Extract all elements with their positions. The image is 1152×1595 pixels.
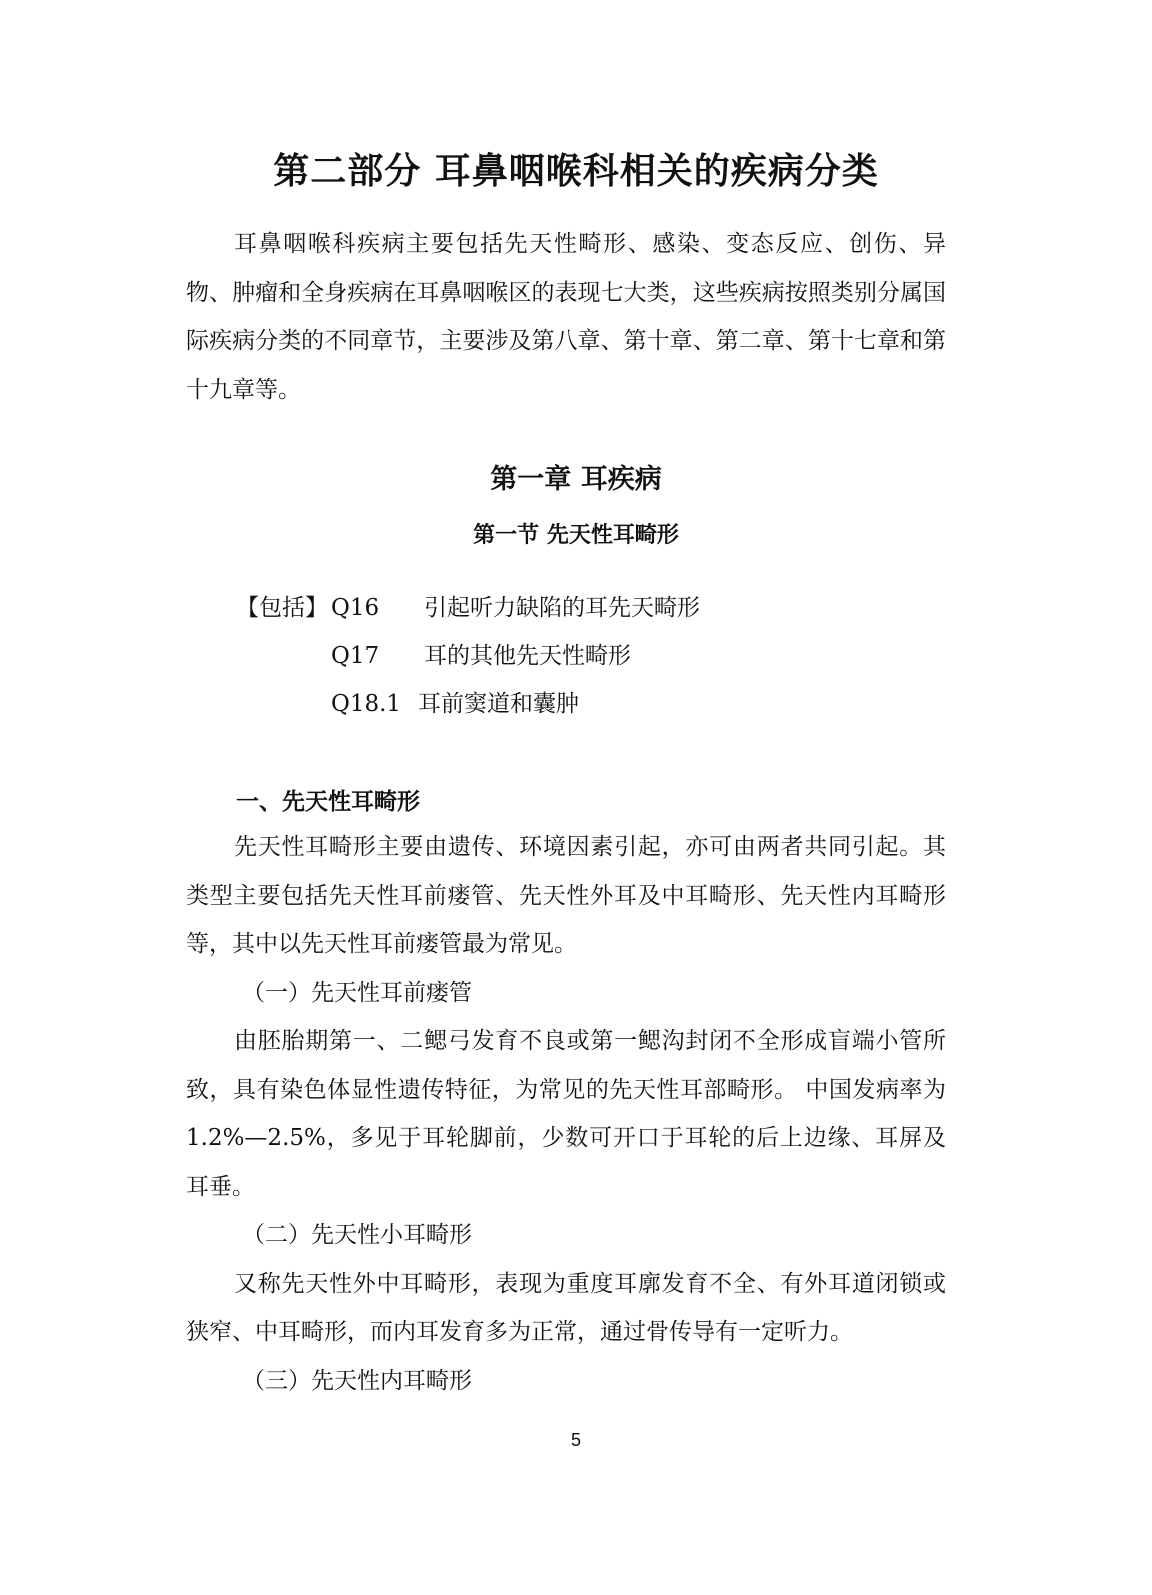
subheading-label: （二）先天性小耳畸形 [242, 1222, 472, 1248]
chapter-title: 第一章 耳疾病 [490, 464, 662, 495]
subheading-label: （一）先天性耳前瘘管 [242, 979, 472, 1006]
section-title: 第一节 先天性耳畸形 [473, 523, 679, 548]
include-text: 耳的其他先天性畸形 [424, 643, 631, 669]
subsection-heading: 一、先天性耳畸形 [236, 789, 420, 815]
intro-block [186, 220, 946, 414]
include-label: 【包括】 [236, 595, 328, 621]
include-text: 引起听力缺陷的耳先天畸形 [424, 595, 700, 621]
intro-paragraph: 耳鼻咽喉科疾病主要包括先天性畸形、感染、变态反应、创伤、异物、肿瘤和全身疾病在耳鼻咽喉区的表现七大类，这些疾病按照类别分属国际疾病分类的不同章节，主要涉及第八章、第十章、第二章、第十七章和第十九章等。 [186, 231, 946, 403]
body-paragraph: 先天性耳畸形主要由遗传、环境因素引起，亦可由两者共同引起。其类型主要包括先天性耳前瘘管、先天性外耳及中耳畸形、先天性内耳畸形等，其中以先天性耳前瘘管最为常见。 [186, 834, 946, 957]
include-code: Q17 [331, 643, 380, 669]
page-number: 5 [570, 1430, 581, 1450]
include-code: Q18.1 [331, 691, 402, 717]
include-text: 耳前窦道和囊肿 [418, 691, 579, 717]
include-code: Q16 [331, 595, 380, 621]
subheading-label: （三）先天性内耳畸形 [242, 1367, 472, 1394]
body-block [186, 823, 946, 1405]
body-paragraph: 由胚胎期第一、二鳃弓发育不良或第一鳃沟封闭不全形成盲端小管所致，具有染色体显性遗传特征，为常见的先天性耳部畸形。 中国发病率为1.2%—2.5%，多见于耳轮脚前，少数可开口于耳轮的后上边缘、耳屏及耳垂。 [186, 1028, 946, 1200]
body-paragraph: 又称先天性外中耳畸形，表现为重度耳廓发育不全、有外耳道闭锁或狭窄、中耳畸形，而内耳发育多为正常，通过骨传导有一定听力。 [186, 1270, 946, 1345]
part-title: 第二部分 耳鼻咽喉科相关的疾病分类 [273, 151, 879, 192]
